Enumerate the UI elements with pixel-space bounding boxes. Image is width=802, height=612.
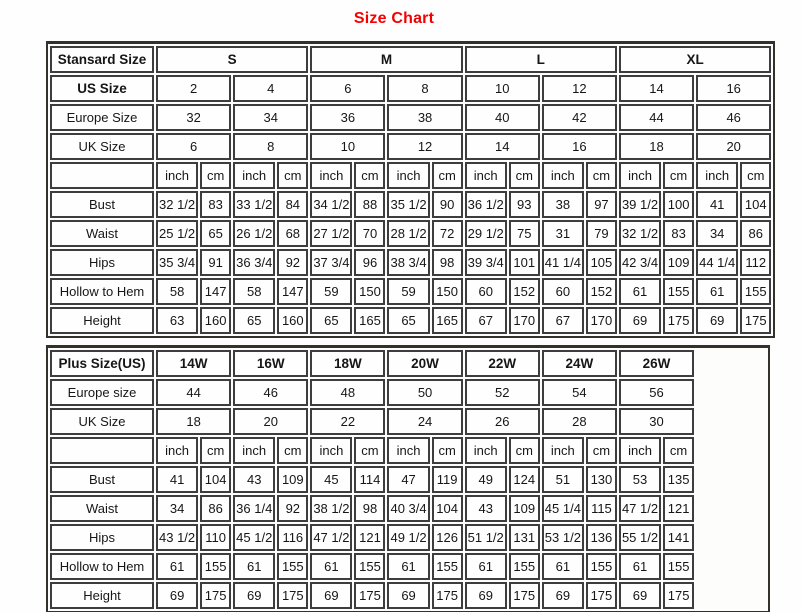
measurement-row [50,191,771,218]
measurement-value: 170 [586,307,617,334]
measurement-value: 112 [740,249,771,276]
measurement-value: 155 [509,553,540,580]
measurement-value: 150 [432,278,463,305]
measurement-value: 160 [277,307,308,334]
measurement-value: 35 3/4 [156,249,198,276]
unit-header: cm [277,162,308,189]
measurement-value: 61 [233,553,275,580]
measurement-value: 65 [387,307,429,334]
unit-header: inch [310,437,352,464]
measurement-value: 34 [696,220,738,247]
measurement-value: 96 [354,249,385,276]
measurement-row [50,466,766,493]
unit-header: cm [200,437,231,464]
measurement-value: 165 [354,307,385,334]
measurement-value: 47 [387,466,429,493]
measurement-value: 61 [310,553,352,580]
unit-header: cm [586,162,617,189]
size-value: 46 [233,379,308,406]
measurement-value: 69 [696,307,738,334]
measurement-value: 97 [586,191,617,218]
measurement-value: 175 [432,582,463,609]
measurement-value: 55 1/2 [619,524,661,551]
measurement-value: 25 1/2 [156,220,198,247]
measurement-value: 92 [277,495,308,522]
size-value: 18 [156,408,231,435]
measurement-value: 49 1/2 [387,524,429,551]
row-label: US Size [50,75,154,102]
page-title: Size Chart [353,10,435,27]
measurement-value: 61 [696,278,738,305]
measurement-value: 41 [696,191,738,218]
measurement-value: 38 3/4 [387,249,429,276]
measurement-value: 29 1/2 [465,220,507,247]
measurement-value: 75 [509,220,540,247]
measurement-value: 98 [432,249,463,276]
measurement-value: 44 1/4 [696,249,738,276]
measurement-value: 110 [200,524,231,551]
row-label: Hips [50,524,154,551]
size-value: 28 [542,408,617,435]
size-group-header: 24W [542,350,617,377]
size-value: 8 [387,75,462,102]
measurement-value: 68 [277,220,308,247]
row-label: Hollow to Hem [50,278,154,305]
measurement-value: 91 [200,249,231,276]
size-value: 6 [310,75,385,102]
measurement-value: 60 [465,278,507,305]
size-value: 12 [387,133,462,160]
unit-header: inch [465,162,507,189]
measurement-value: 155 [663,553,694,580]
measurement-value: 155 [200,553,231,580]
measurement-value: 69 [619,582,661,609]
unit-header: cm [354,437,385,464]
measurement-value: 116 [277,524,308,551]
measurement-value: 69 [156,582,198,609]
size-value: 16 [542,133,617,160]
blank-cell [696,350,766,609]
measurement-value: 32 1/2 [156,191,198,218]
size-value: 22 [310,408,385,435]
size-value: 14 [619,75,694,102]
measurement-value: 104 [740,191,771,218]
unit-header: inch [619,437,661,464]
measurement-value: 88 [354,191,385,218]
unit-header: inch [233,437,275,464]
measurement-value: 119 [432,466,463,493]
measurement-value: 35 1/2 [387,191,429,218]
measurement-value: 69 [387,582,429,609]
measurement-value: 65 [233,307,275,334]
measurement-value: 175 [354,582,385,609]
measurement-value: 147 [200,278,231,305]
measurement-value: 61 [156,553,198,580]
measurement-row [50,307,771,334]
measurement-value: 160 [200,307,231,334]
row-label: Hips [50,249,154,276]
measurement-value: 114 [354,466,385,493]
measurement-value: 175 [200,582,231,609]
measurement-value: 70 [354,220,385,247]
size-value: 14 [465,133,540,160]
measurement-value: 155 [432,553,463,580]
size-group-header: M [310,46,462,73]
row-label: Height [50,307,154,334]
unit-header: cm [586,437,617,464]
size-value: 32 [156,104,231,131]
size-value: 52 [465,379,540,406]
measurement-value: 90 [432,191,463,218]
measurement-value: 115 [586,495,617,522]
corner-header: Stansard Size [50,46,154,73]
measurement-value: 109 [509,495,540,522]
size-value: 30 [619,408,694,435]
measurement-value: 69 [465,582,507,609]
size-group-header-row [50,46,771,73]
row-label: Bust [50,466,154,493]
measurement-value: 43 [233,466,275,493]
measurement-value: 175 [663,307,694,334]
size-value: 50 [387,379,462,406]
measurement-value: 130 [586,466,617,493]
measurement-value: 47 1/2 [310,524,352,551]
measurement-value: 72 [432,220,463,247]
size-value: 8 [233,133,308,160]
measurement-value: 51 1/2 [465,524,507,551]
row-label: UK Size [50,408,154,435]
measurement-value: 42 3/4 [619,249,661,276]
size-row [50,75,771,102]
size-value: 48 [310,379,385,406]
unit-header: inch [542,162,584,189]
row-label: UK Size [50,133,154,160]
measurement-value: 61 [542,553,584,580]
measurement-value: 36 1/2 [465,191,507,218]
row-label: Height [50,582,154,609]
measurement-value: 61 [465,553,507,580]
measurement-value: 53 1/2 [542,524,584,551]
row-label [50,437,154,464]
measurement-value: 175 [277,582,308,609]
measurement-value: 45 [310,466,352,493]
measurement-value: 141 [663,524,694,551]
row-label: Hollow to Hem [50,553,154,580]
size-group-header: S [156,46,308,73]
unit-header: inch [233,162,275,189]
unit-header: cm [277,437,308,464]
size-value: 20 [696,133,771,160]
measurement-value: 37 3/4 [310,249,352,276]
measurement-value: 165 [432,307,463,334]
unit-header: inch [387,162,429,189]
row-label: Bust [50,191,154,218]
measurement-value: 136 [586,524,617,551]
size-value: 44 [156,379,231,406]
measurement-row [50,582,766,609]
measurement-value: 83 [200,191,231,218]
corner-header: Plus Size(US) [50,350,154,377]
unit-header-row [50,162,771,189]
measurement-value: 28 1/2 [387,220,429,247]
unit-header: cm [509,162,540,189]
measurement-value: 65 [200,220,231,247]
standard-size-table [46,41,775,338]
size-value: 2 [156,75,231,102]
measurement-value: 27 1/2 [310,220,352,247]
measurement-value: 86 [200,495,231,522]
measurement-value: 98 [354,495,385,522]
measurement-value: 58 [233,278,275,305]
measurement-value: 69 [310,582,352,609]
size-row [50,133,771,160]
measurement-value: 31 [542,220,584,247]
measurement-value: 79 [586,220,617,247]
measurement-value: 121 [663,495,694,522]
measurement-value: 34 [156,495,198,522]
size-value: 54 [542,379,617,406]
row-label: Waist [50,495,154,522]
measurement-value: 69 [233,582,275,609]
row-label: Europe Size [50,104,154,131]
measurement-value: 69 [542,582,584,609]
measurement-value: 39 1/2 [619,191,661,218]
size-value: 18 [619,133,694,160]
measurement-value: 45 1/4 [542,495,584,522]
size-row [50,379,766,406]
measurement-value: 39 3/4 [465,249,507,276]
measurement-value: 33 1/2 [233,191,275,218]
measurement-value: 105 [586,249,617,276]
measurement-value: 124 [509,466,540,493]
measurement-value: 93 [509,191,540,218]
size-value: 16 [696,75,771,102]
measurement-value: 36 3/4 [233,249,275,276]
measurement-value: 65 [310,307,352,334]
measurement-value: 45 1/2 [233,524,275,551]
unit-header: inch [696,162,738,189]
measurement-value: 38 [542,191,584,218]
size-value: 10 [465,75,540,102]
measurement-row [50,249,771,276]
measurement-value: 150 [354,278,385,305]
unit-header: cm [432,162,463,189]
measurement-value: 47 1/2 [619,495,661,522]
size-group-header: L [465,46,617,73]
measurement-value: 155 [663,278,694,305]
unit-header: inch [387,437,429,464]
size-group-header: 22W [465,350,540,377]
unit-header: cm [200,162,231,189]
row-label: Waist [50,220,154,247]
measurement-value: 121 [354,524,385,551]
measurement-value: 170 [509,307,540,334]
measurement-value: 43 1/2 [156,524,198,551]
measurement-row [50,278,771,305]
size-row [50,408,766,435]
measurement-value: 155 [586,553,617,580]
measurement-value: 100 [663,191,694,218]
measurement-value: 152 [586,278,617,305]
size-value: 24 [387,408,462,435]
measurement-value: 40 3/4 [387,495,429,522]
measurement-value: 109 [277,466,308,493]
size-group-header: 14W [156,350,231,377]
measurement-value: 41 [156,466,198,493]
measurement-value: 135 [663,466,694,493]
measurement-value: 51 [542,466,584,493]
size-group-header-row [50,350,766,377]
size-value: 6 [156,133,231,160]
measurement-value: 34 1/2 [310,191,352,218]
size-value: 56 [619,379,694,406]
measurement-row [50,553,766,580]
size-row [50,104,771,131]
size-group-header: 26W [619,350,694,377]
measurement-value: 26 1/2 [233,220,275,247]
size-value: 46 [696,104,771,131]
size-value: 12 [542,75,617,102]
measurement-value: 147 [277,278,308,305]
measurement-value: 84 [277,191,308,218]
measurement-value: 61 [387,553,429,580]
unit-header-row [50,437,766,464]
measurement-value: 83 [663,220,694,247]
measurement-value: 61 [619,278,661,305]
measurement-value: 43 [465,495,507,522]
unit-header: cm [740,162,771,189]
measurement-value: 155 [277,553,308,580]
unit-header: cm [432,437,463,464]
measurement-row [50,524,766,551]
measurement-value: 61 [619,553,661,580]
measurement-value: 155 [354,553,385,580]
unit-header: inch [619,162,661,189]
unit-header: inch [465,437,507,464]
measurement-value: 126 [432,524,463,551]
size-value: 36 [310,104,385,131]
unit-header: inch [156,162,198,189]
size-value: 44 [619,104,694,131]
unit-header: inch [542,437,584,464]
measurement-value: 175 [740,307,771,334]
size-value: 38 [387,104,462,131]
measurement-value: 63 [156,307,198,334]
measurement-value: 36 1/4 [233,495,275,522]
size-group-header: 18W [310,350,385,377]
size-group-header: 20W [387,350,462,377]
measurement-value: 175 [663,582,694,609]
unit-header: inch [156,437,198,464]
unit-header: cm [509,437,540,464]
unit-header: cm [354,162,385,189]
measurement-value: 67 [542,307,584,334]
measurement-value: 59 [310,278,352,305]
measurement-value: 131 [509,524,540,551]
measurement-value: 53 [619,466,661,493]
measurement-value: 49 [465,466,507,493]
size-group-header: 16W [233,350,308,377]
size-value: 10 [310,133,385,160]
row-label: Europe size [50,379,154,406]
unit-header: cm [663,437,694,464]
measurement-value: 101 [509,249,540,276]
plus-size-table [46,345,770,612]
size-value: 4 [233,75,308,102]
measurement-value: 41 1/4 [542,249,584,276]
measurement-value: 86 [740,220,771,247]
measurement-value: 60 [542,278,584,305]
measurement-value: 69 [619,307,661,334]
size-group-header: XL [619,46,771,73]
size-value: 20 [233,408,308,435]
measurement-row [50,495,766,522]
unit-header: inch [310,162,352,189]
size-value: 40 [465,104,540,131]
measurement-value: 175 [509,582,540,609]
measurement-value: 32 1/2 [619,220,661,247]
measurement-value: 175 [586,582,617,609]
measurement-value: 104 [200,466,231,493]
measurement-value: 152 [509,278,540,305]
measurement-value: 38 1/2 [310,495,352,522]
measurement-row [50,220,771,247]
measurement-value: 109 [663,249,694,276]
measurement-value: 104 [432,495,463,522]
size-value: 42 [542,104,617,131]
measurement-value: 58 [156,278,198,305]
row-label [50,162,154,189]
measurement-value: 59 [387,278,429,305]
measurement-value: 155 [740,278,771,305]
measurement-value: 92 [277,249,308,276]
size-value: 26 [465,408,540,435]
size-value: 34 [233,104,308,131]
measurement-value: 67 [465,307,507,334]
unit-header: cm [663,162,694,189]
